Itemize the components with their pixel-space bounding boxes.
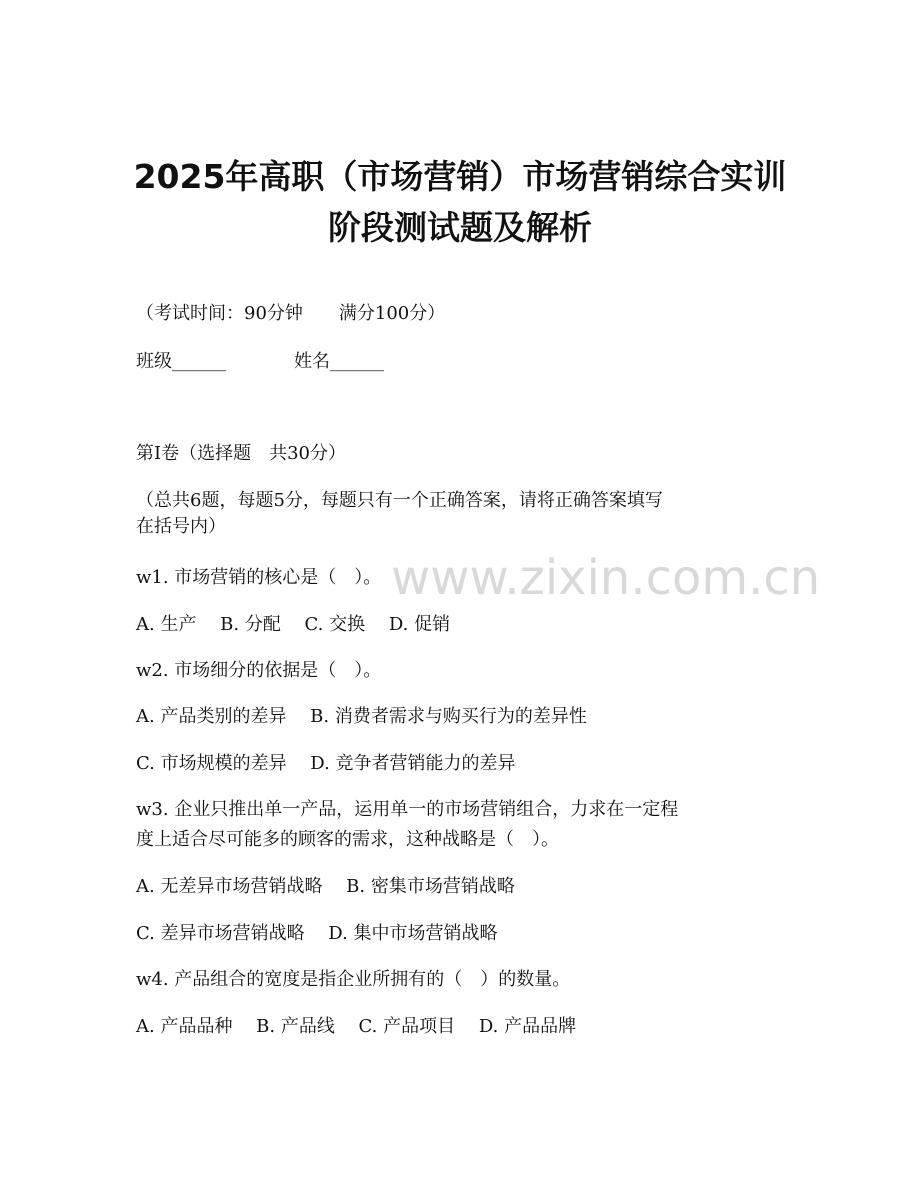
question-1-stem: w1. 市场营销的核心是（ ）。	[136, 567, 382, 588]
question-3-options-line2: C. 差异市场营销战略 D. 集中市场营销战略	[136, 923, 498, 944]
section-note-line1: （总共6题，每题5分，每题只有一个正确答案，请将正确答案填写	[136, 490, 663, 511]
document-title-line2: 阶段测试题及解析	[328, 208, 592, 247]
question-4-options: A. 产品品种 B. 产品线 C. 产品项目 D. 产品品牌	[136, 1016, 577, 1037]
class-label: 班级______	[136, 351, 226, 372]
question-3-stem-line2: 度上适合尽可能多的顾客的需求，这种战略是（ ）。	[136, 829, 559, 850]
name-label: 姓名______	[294, 351, 384, 372]
question-3-stem-line1: w3. 企业只推出单一产品，运用单一的市场营销组合，力求在一定程	[136, 799, 679, 820]
document-title-line1: 2025年高职（市场营销）市场营销综合实训	[133, 157, 787, 196]
watermark: www.zixin.com.cn	[391, 550, 821, 606]
question-3-options-line1: A. 无差异市场营销战略 B. 密集市场营销战略	[136, 876, 515, 897]
question-1-options: A. 生产 B. 分配 C. 交换 D. 促销	[136, 614, 451, 635]
question-2-options-line1: A. 产品类别的差异 B. 消费者需求与购买行为的差异性	[136, 706, 587, 727]
question-4-stem: w4. 产品组合的宽度是指企业所拥有的（ ）的数量。	[136, 969, 571, 990]
section-heading: 第I卷（选择题 共30分）	[136, 443, 347, 464]
question-2-stem: w2. 市场细分的依据是（ ）。	[136, 660, 382, 681]
exam-info: （考试时间：90分钟 满分100分）	[136, 303, 446, 324]
section-note-line2: 在括号内）	[136, 516, 226, 537]
question-2-options-line2: C. 市场规模的差异 D. 竞争者营销能力的差异	[136, 753, 516, 774]
